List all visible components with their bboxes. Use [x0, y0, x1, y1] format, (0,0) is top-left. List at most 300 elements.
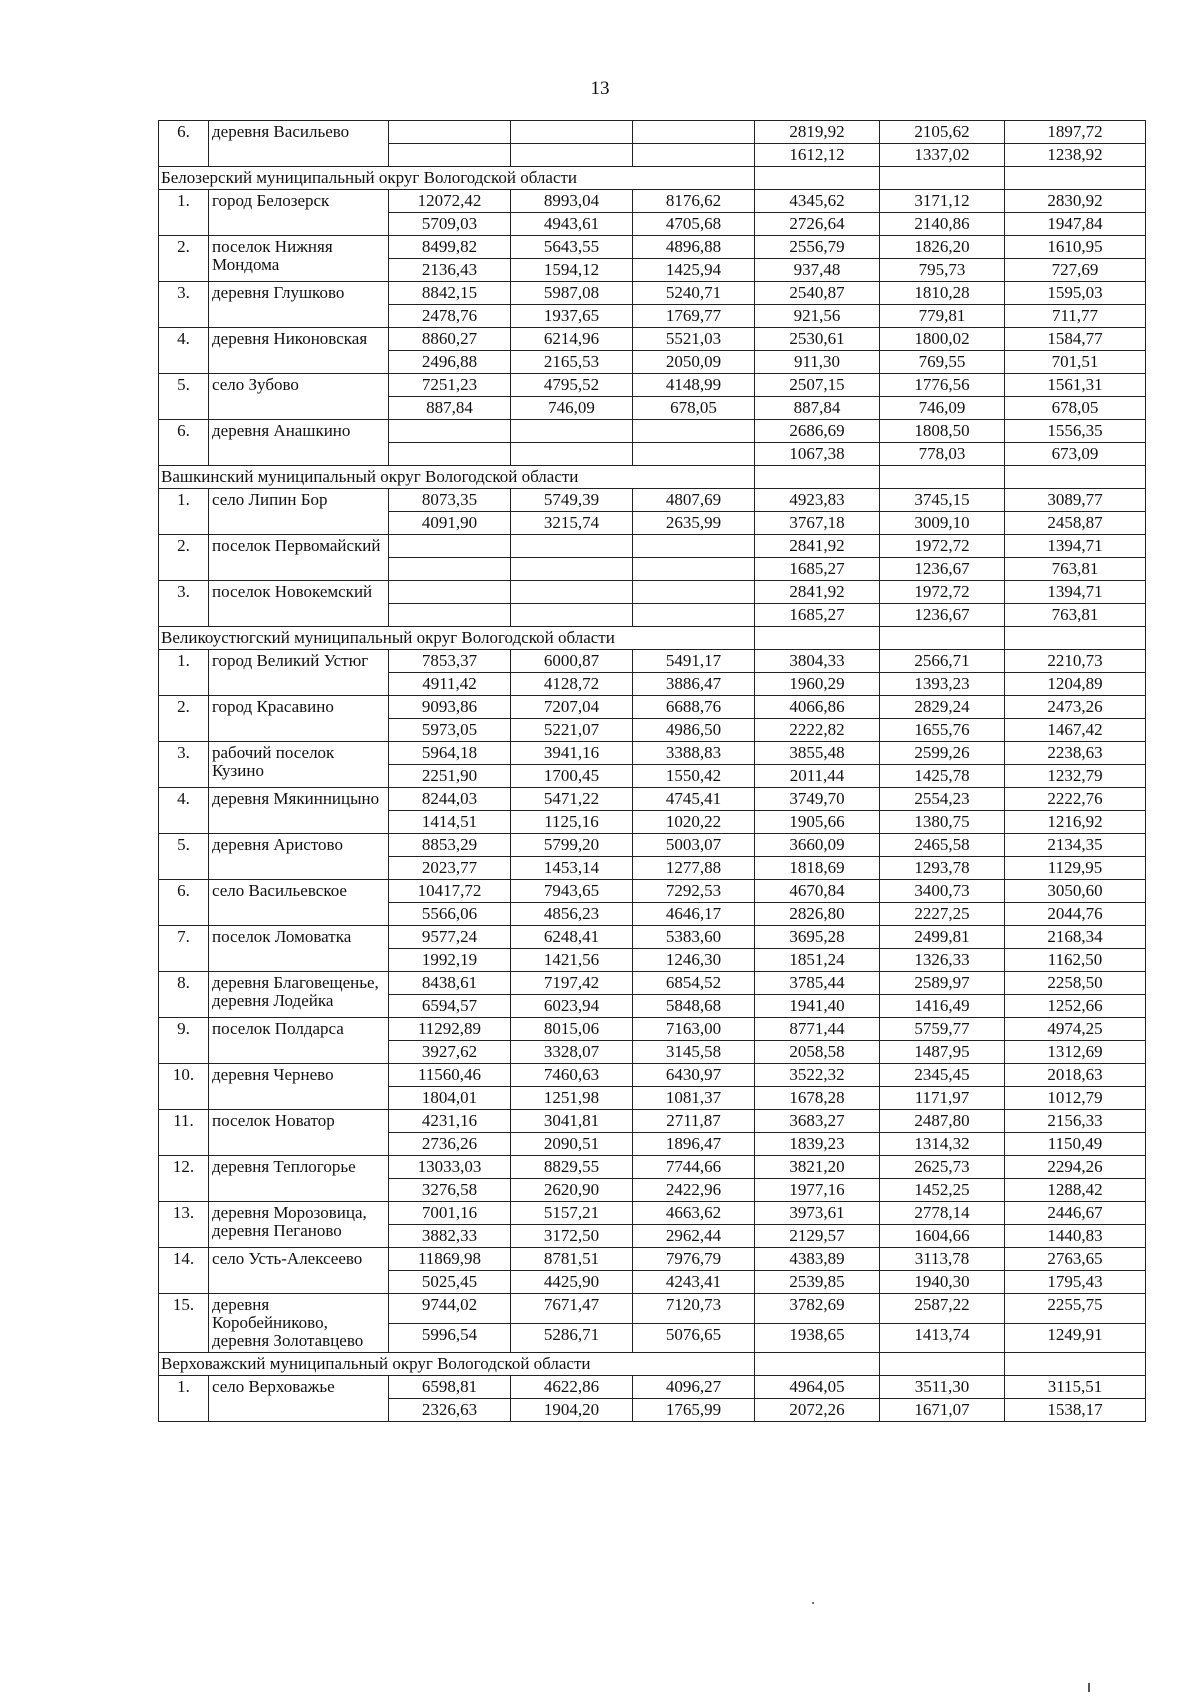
value-cell [511, 144, 633, 167]
value-cell: 6594,57 [389, 995, 511, 1018]
value-cell: 2044,76 [1005, 903, 1146, 926]
table-row [159, 581, 1146, 604]
value-cell: 5521,03 [633, 328, 755, 351]
value-cell: 1594,12 [511, 259, 633, 282]
value-cell: 1561,31 [1005, 374, 1146, 397]
value-cell: 3660,09 [755, 834, 880, 857]
value-cell: 1700,45 [511, 765, 633, 788]
value-cell: 3145,58 [633, 1041, 755, 1064]
value-cell: 2222,82 [755, 719, 880, 742]
value-cell: 2222,76 [1005, 788, 1146, 811]
value-cell: 2620,90 [511, 1179, 633, 1202]
table-row [159, 1376, 1146, 1399]
table-row [159, 742, 1146, 765]
settlement-name: деревня Аристово [209, 834, 389, 880]
value-cell: 2058,58 [755, 1041, 880, 1064]
value-cell [633, 144, 755, 167]
value-cell: 1972,72 [880, 535, 1005, 558]
table-cell-empty [880, 167, 1005, 190]
value-cell: 2487,80 [880, 1110, 1005, 1133]
value-cell: 1067,38 [755, 443, 880, 466]
value-cell: 1678,28 [755, 1087, 880, 1110]
value-cell: 1416,49 [880, 995, 1005, 1018]
value-cell: 8244,03 [389, 788, 511, 811]
value-cell: 4745,41 [633, 788, 755, 811]
table-row [159, 1064, 1146, 1087]
value-cell: 8015,06 [511, 1018, 633, 1041]
value-cell: 6688,76 [633, 696, 755, 719]
value-cell: 3886,47 [633, 673, 755, 696]
value-cell: 2540,87 [755, 282, 880, 305]
value-cell: 7853,37 [389, 650, 511, 673]
value-cell: 727,69 [1005, 259, 1146, 282]
table-row [159, 282, 1146, 305]
value-cell: 1394,71 [1005, 581, 1146, 604]
page-number: 13 [590, 78, 610, 99]
value-cell: 2507,15 [755, 374, 880, 397]
value-cell: 8176,62 [633, 190, 755, 213]
value-cell: 4243,41 [633, 1271, 755, 1294]
row-index: 6. [159, 880, 209, 926]
scan-speck [812, 1602, 814, 1604]
table-row [159, 1294, 1146, 1324]
value-cell: 5491,17 [633, 650, 755, 673]
value-cell [389, 581, 511, 604]
value-cell: 2011,44 [755, 765, 880, 788]
value-cell: 2763,65 [1005, 1248, 1146, 1271]
value-cell: 2830,92 [1005, 190, 1146, 213]
value-cell: 763,81 [1005, 604, 1146, 627]
value-cell: 2090,51 [511, 1133, 633, 1156]
value-cell: 6598,81 [389, 1376, 511, 1399]
value-cell: 1150,49 [1005, 1133, 1146, 1156]
value-cell: 5286,71 [511, 1323, 633, 1353]
value-cell: 2473,26 [1005, 696, 1146, 719]
value-cell: 1414,51 [389, 811, 511, 834]
value-cell: 7251,23 [389, 374, 511, 397]
value-cell: 887,84 [755, 397, 880, 420]
settlement-name: город Красавино [209, 696, 389, 742]
value-cell [389, 420, 511, 443]
row-index: 6. [159, 420, 209, 466]
value-cell: 4128,72 [511, 673, 633, 696]
value-cell: 2458,87 [1005, 512, 1146, 535]
value-cell: 13033,03 [389, 1156, 511, 1179]
value-cell: 2635,99 [633, 512, 755, 535]
value-cell: 8829,55 [511, 1156, 633, 1179]
value-cell: 2499,81 [880, 926, 1005, 949]
value-cell: 1171,97 [880, 1087, 1005, 1110]
value-cell: 778,03 [880, 443, 1005, 466]
value-cell: 3215,74 [511, 512, 633, 535]
value-cell: 11292,89 [389, 1018, 511, 1041]
value-cell: 1293,78 [880, 857, 1005, 880]
value-cell: 2072,26 [755, 1399, 880, 1422]
value-cell: 1251,98 [511, 1087, 633, 1110]
value-cell: 1425,78 [880, 765, 1005, 788]
settlement-name: село Васильевское [209, 880, 389, 926]
section-title: Вашкинский муниципальный округ Вологодской области [159, 466, 755, 489]
value-cell: 746,09 [511, 397, 633, 420]
value-cell [633, 558, 755, 581]
value-cell: 5076,65 [633, 1323, 755, 1353]
table-cell-empty [880, 1353, 1005, 1376]
value-cell: 4646,17 [633, 903, 755, 926]
value-cell: 4066,86 [755, 696, 880, 719]
value-cell: 2050,09 [633, 351, 755, 374]
value-cell: 8438,61 [389, 972, 511, 995]
table-cell-empty [1005, 1353, 1146, 1376]
value-cell: 7163,00 [633, 1018, 755, 1041]
value-cell: 2134,35 [1005, 834, 1146, 857]
value-cell: 2446,67 [1005, 1202, 1146, 1225]
value-cell: 3328,07 [511, 1041, 633, 1064]
value-cell: 2566,71 [880, 650, 1005, 673]
table-row [159, 880, 1146, 903]
value-cell: 4231,16 [389, 1110, 511, 1133]
settlement-name: деревня Васильево [209, 121, 389, 167]
value-cell [633, 535, 755, 558]
value-cell: 1810,28 [880, 282, 1005, 305]
row-index: 13. [159, 1202, 209, 1248]
settlement-name: город Великий Устюг [209, 650, 389, 696]
value-cell: 9744,02 [389, 1294, 511, 1324]
value-cell: 8781,51 [511, 1248, 633, 1271]
value-cell: 4795,52 [511, 374, 633, 397]
value-cell: 1236,67 [880, 558, 1005, 581]
value-cell: 1937,65 [511, 305, 633, 328]
table-row [159, 926, 1146, 949]
row-index: 3. [159, 742, 209, 788]
value-cell: 1905,66 [755, 811, 880, 834]
value-cell: 5973,05 [389, 719, 511, 742]
value-cell: 1440,83 [1005, 1225, 1146, 1248]
value-cell: 7207,04 [511, 696, 633, 719]
value-cell: 6854,52 [633, 972, 755, 995]
value-cell [633, 443, 755, 466]
value-cell: 10417,72 [389, 880, 511, 903]
value-cell: 1288,42 [1005, 1179, 1146, 1202]
settlement-name: село Усть-Алексеево [209, 1248, 389, 1294]
settlement-name: село Зубово [209, 374, 389, 420]
value-cell: 4923,83 [755, 489, 880, 512]
value-cell: 2023,77 [389, 857, 511, 880]
value-cell: 4096,27 [633, 1376, 755, 1399]
row-index: 11. [159, 1110, 209, 1156]
value-cell: 8073,35 [389, 489, 511, 512]
settlement-name: рабочий поселок Кузино [209, 742, 389, 788]
value-cell: 5221,07 [511, 719, 633, 742]
settlement-name: село Липин Бор [209, 489, 389, 535]
value-cell [511, 420, 633, 443]
settlement-name: поселок Первомайский [209, 535, 389, 581]
value-cell: 5759,77 [880, 1018, 1005, 1041]
value-cell [511, 121, 633, 144]
value-cell: 4807,69 [633, 489, 755, 512]
value-cell [389, 604, 511, 627]
value-cell: 3745,15 [880, 489, 1005, 512]
value-cell: 763,81 [1005, 558, 1146, 581]
value-cell: 1947,84 [1005, 213, 1146, 236]
value-cell: 2554,23 [880, 788, 1005, 811]
settlement-name: деревня Теплогорье [209, 1156, 389, 1202]
value-cell: 2736,26 [389, 1133, 511, 1156]
row-index: 2. [159, 236, 209, 282]
value-cell: 3522,32 [755, 1064, 880, 1087]
value-cell: 2829,24 [880, 696, 1005, 719]
table-row [159, 420, 1146, 443]
value-cell: 1081,37 [633, 1087, 755, 1110]
value-cell: 4425,90 [511, 1271, 633, 1294]
settlement-name: деревня Чернево [209, 1064, 389, 1110]
section-row [159, 167, 1146, 190]
row-index: 10. [159, 1064, 209, 1110]
value-cell: 2711,87 [633, 1110, 755, 1133]
settlement-name: поселок Новатор [209, 1110, 389, 1156]
value-cell: 1584,77 [1005, 328, 1146, 351]
value-cell [389, 535, 511, 558]
value-cell: 769,55 [880, 351, 1005, 374]
value-cell: 2136,43 [389, 259, 511, 282]
value-cell: 4986,50 [633, 719, 755, 742]
value-cell: 1800,02 [880, 328, 1005, 351]
value-cell: 4911,42 [389, 673, 511, 696]
value-cell: 2326,63 [389, 1399, 511, 1422]
value-cell: 1421,56 [511, 949, 633, 972]
scan-mark [1088, 1683, 1090, 1692]
tariff-table [158, 120, 1146, 1422]
value-cell: 5709,03 [389, 213, 511, 236]
value-cell: 6000,87 [511, 650, 633, 673]
table-row [159, 972, 1146, 995]
row-index: 1. [159, 1376, 209, 1422]
value-cell: 1904,20 [511, 1399, 633, 1422]
section-row [159, 1353, 1146, 1376]
value-cell: 3767,18 [755, 512, 880, 535]
value-cell: 4622,86 [511, 1376, 633, 1399]
value-cell: 1977,16 [755, 1179, 880, 1202]
value-cell: 2105,62 [880, 121, 1005, 144]
value-cell: 2726,64 [755, 213, 880, 236]
value-cell [633, 121, 755, 144]
table-cell-empty [755, 627, 880, 650]
value-cell: 8771,44 [755, 1018, 880, 1041]
table-body [159, 121, 1146, 1422]
value-cell: 2826,80 [755, 903, 880, 926]
table-cell-empty [880, 466, 1005, 489]
value-cell: 1125,16 [511, 811, 633, 834]
value-cell: 4943,61 [511, 213, 633, 236]
table-cell-empty [880, 627, 1005, 650]
value-cell: 4896,88 [633, 236, 755, 259]
value-cell: 1012,79 [1005, 1087, 1146, 1110]
value-cell: 1795,43 [1005, 1271, 1146, 1294]
value-cell: 2530,61 [755, 328, 880, 351]
table-row [159, 1202, 1146, 1225]
value-cell: 1238,92 [1005, 144, 1146, 167]
value-cell: 3782,69 [755, 1294, 880, 1324]
value-cell: 3683,27 [755, 1110, 880, 1133]
row-index: 9. [159, 1018, 209, 1064]
table-row [159, 1018, 1146, 1041]
value-cell [511, 443, 633, 466]
value-cell: 3400,73 [880, 880, 1005, 903]
value-cell: 2778,14 [880, 1202, 1005, 1225]
section-title: Верховажский муниципальный округ Вологодской области [159, 1353, 755, 1376]
table-row [159, 834, 1146, 857]
value-cell: 1826,20 [880, 236, 1005, 259]
value-cell: 7120,73 [633, 1294, 755, 1324]
section-row [159, 466, 1146, 489]
table-cell-empty [1005, 627, 1146, 650]
table-row [159, 1248, 1146, 1271]
table-row [159, 1156, 1146, 1179]
value-cell: 2156,33 [1005, 1110, 1146, 1133]
value-cell: 1452,25 [880, 1179, 1005, 1202]
value-cell: 1655,76 [880, 719, 1005, 742]
value-cell: 1960,29 [755, 673, 880, 696]
value-cell: 6214,96 [511, 328, 633, 351]
value-cell: 5964,18 [389, 742, 511, 765]
value-cell: 4345,62 [755, 190, 880, 213]
value-cell: 4856,23 [511, 903, 633, 926]
row-index: 3. [159, 282, 209, 328]
settlement-name: деревня Мякинницыно [209, 788, 389, 834]
value-cell: 1129,95 [1005, 857, 1146, 880]
value-cell: 8860,27 [389, 328, 511, 351]
value-cell: 5749,39 [511, 489, 633, 512]
value-cell: 3171,12 [880, 190, 1005, 213]
value-cell: 1612,12 [755, 144, 880, 167]
value-cell: 4383,89 [755, 1248, 880, 1271]
value-cell: 1897,72 [1005, 121, 1146, 144]
settlement-name: поселок Полдарса [209, 1018, 389, 1064]
section-title: Великоустюгский муниципальный округ Вологодской области [159, 627, 755, 650]
value-cell: 2140,86 [880, 213, 1005, 236]
value-cell: 1413,74 [880, 1323, 1005, 1353]
value-cell: 673,09 [1005, 443, 1146, 466]
value-cell: 2422,96 [633, 1179, 755, 1202]
value-cell: 1685,27 [755, 604, 880, 627]
table-row [159, 1110, 1146, 1133]
value-cell: 2841,92 [755, 535, 880, 558]
value-cell: 8993,04 [511, 190, 633, 213]
value-cell: 2227,25 [880, 903, 1005, 926]
value-cell: 1839,23 [755, 1133, 880, 1156]
value-cell: 2165,53 [511, 351, 633, 374]
value-cell: 5240,71 [633, 282, 755, 305]
table-row [159, 535, 1146, 558]
value-cell: 4670,84 [755, 880, 880, 903]
value-cell: 746,09 [880, 397, 1005, 420]
value-cell: 3276,58 [389, 1179, 511, 1202]
value-cell: 1337,02 [880, 144, 1005, 167]
settlement-name: деревня Никоновская [209, 328, 389, 374]
value-cell: 3855,48 [755, 742, 880, 765]
value-cell: 1204,89 [1005, 673, 1146, 696]
value-cell: 1769,77 [633, 305, 755, 328]
value-cell: 2251,90 [389, 765, 511, 788]
value-cell: 3927,62 [389, 1041, 511, 1064]
value-cell: 701,51 [1005, 351, 1146, 374]
table-row [159, 121, 1146, 144]
value-cell: 2465,58 [880, 834, 1005, 857]
table-row [159, 328, 1146, 351]
value-cell: 5566,06 [389, 903, 511, 926]
value-cell: 3113,78 [880, 1248, 1005, 1271]
settlement-name: деревня Глушково [209, 282, 389, 328]
value-cell: 3882,33 [389, 1225, 511, 1248]
value-cell: 9577,24 [389, 926, 511, 949]
settlement-name: деревня Анашкино [209, 420, 389, 466]
value-cell: 5996,54 [389, 1323, 511, 1353]
value-cell: 1776,56 [880, 374, 1005, 397]
value-cell: 5848,68 [633, 995, 755, 1018]
value-cell: 7976,79 [633, 1248, 755, 1271]
table-row [159, 696, 1146, 719]
row-index: 2. [159, 535, 209, 581]
row-index: 15. [159, 1294, 209, 1353]
settlement-name: поселок Нижняя Мондома [209, 236, 389, 282]
value-cell [511, 604, 633, 627]
value-cell [633, 420, 755, 443]
value-cell: 3749,70 [755, 788, 880, 811]
value-cell: 5003,07 [633, 834, 755, 857]
value-cell: 1162,50 [1005, 949, 1146, 972]
settlement-name: село Верховажье [209, 1376, 389, 1422]
value-cell [389, 121, 511, 144]
value-cell: 2238,63 [1005, 742, 1146, 765]
value-cell: 6430,97 [633, 1064, 755, 1087]
value-cell: 1394,71 [1005, 535, 1146, 558]
value-cell: 2129,57 [755, 1225, 880, 1248]
table-cell-empty [1005, 466, 1146, 489]
value-cell: 2625,73 [880, 1156, 1005, 1179]
value-cell: 921,56 [755, 305, 880, 328]
value-cell [511, 558, 633, 581]
value-cell: 1992,19 [389, 949, 511, 972]
value-cell: 1393,23 [880, 673, 1005, 696]
table-row [159, 650, 1146, 673]
value-cell: 7671,47 [511, 1294, 633, 1324]
value-cell: 3804,33 [755, 650, 880, 673]
value-cell: 1938,65 [755, 1323, 880, 1353]
value-cell: 2587,22 [880, 1294, 1005, 1324]
value-cell: 3388,83 [633, 742, 755, 765]
row-index: 14. [159, 1248, 209, 1294]
value-cell: 8499,82 [389, 236, 511, 259]
table-cell-empty [755, 167, 880, 190]
value-cell [389, 144, 511, 167]
settlement-name: деревня Коробейниково, деревня Золотавцево [209, 1294, 389, 1353]
settlement-name: деревня Благовещенье, деревня Лодейка [209, 972, 389, 1018]
value-cell [633, 581, 755, 604]
value-cell: 1538,17 [1005, 1399, 1146, 1422]
value-cell: 1804,01 [389, 1087, 511, 1110]
value-cell: 2478,76 [389, 305, 511, 328]
value-cell: 6248,41 [511, 926, 633, 949]
value-cell: 2539,85 [755, 1271, 880, 1294]
value-cell: 3089,77 [1005, 489, 1146, 512]
value-cell: 2599,26 [880, 742, 1005, 765]
value-cell: 4663,62 [633, 1202, 755, 1225]
value-cell: 5799,20 [511, 834, 633, 857]
value-cell: 3695,28 [755, 926, 880, 949]
value-cell: 7001,16 [389, 1202, 511, 1225]
value-cell: 1380,75 [880, 811, 1005, 834]
value-cell: 7197,42 [511, 972, 633, 995]
table-row [159, 489, 1146, 512]
